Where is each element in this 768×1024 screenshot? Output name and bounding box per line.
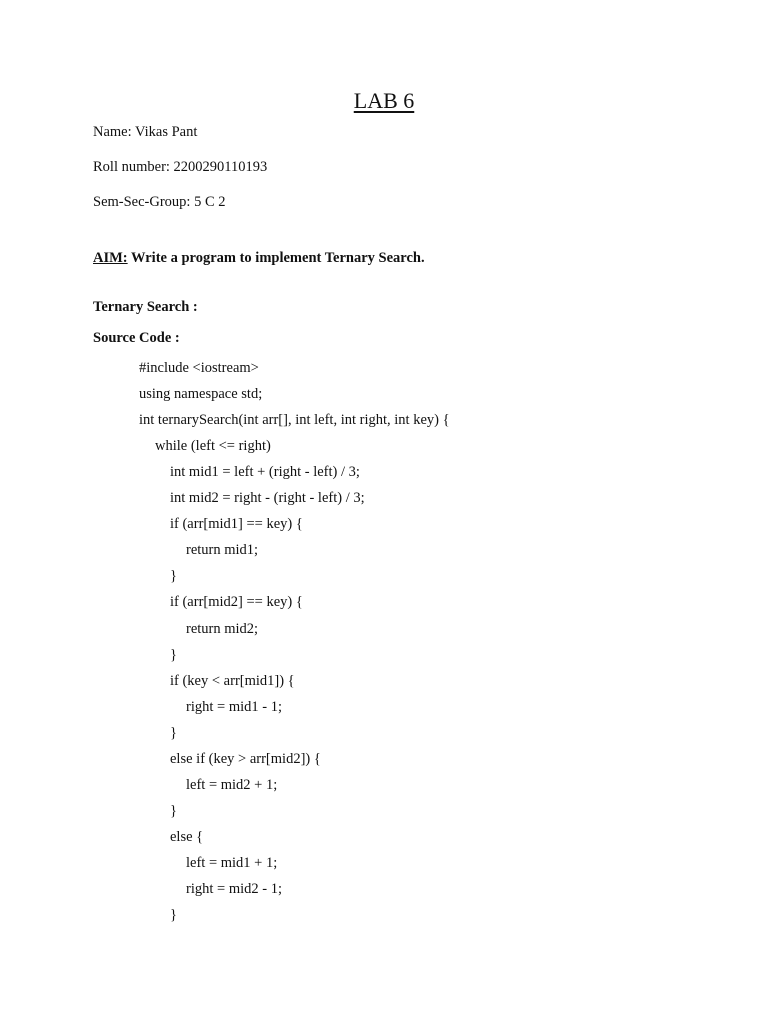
code-line: if (key < arr[mid1]) { xyxy=(170,673,295,689)
code-line: using namespace std; xyxy=(139,386,263,402)
aim-statement xyxy=(93,248,425,268)
code-line: int mid2 = right - (right - left) / 3; xyxy=(170,490,365,506)
code-line: while (left <= right) xyxy=(155,438,271,454)
code-line: left = mid1 + 1; xyxy=(186,855,278,871)
code-line: } xyxy=(170,907,177,923)
sem-sec-group: Sem-Sec-Group: 5 C 2 xyxy=(93,194,226,210)
code-line: if (arr[mid2] == key) { xyxy=(170,594,303,610)
code-line: #include <iostream> xyxy=(139,360,259,376)
code-line: right = mid2 - 1; xyxy=(186,881,282,897)
code-line: int ternarySearch(int arr[], int left, int right, int key) { xyxy=(139,412,450,428)
page-title-text: LAB 6 xyxy=(353,88,415,113)
section-heading: Ternary Search : xyxy=(93,299,198,315)
code-line: left = mid2 + 1; xyxy=(186,777,278,793)
code-line: } xyxy=(170,568,177,584)
code-line: else if (key > arr[mid2]) { xyxy=(170,751,321,767)
code-line: else { xyxy=(170,829,204,845)
code-line: right = mid1 - 1; xyxy=(186,699,282,715)
roll-number: Roll number: 2200290110193 xyxy=(93,159,268,175)
aim-label: AIM: xyxy=(93,250,128,266)
page-title xyxy=(0,86,768,116)
code-line: if (arr[mid1] == key) { xyxy=(170,516,303,532)
code-line: } xyxy=(170,725,177,741)
code-line: } xyxy=(170,647,177,663)
code-line: } xyxy=(170,803,177,819)
source-code-heading: Source Code : xyxy=(93,330,180,346)
code-line: return mid1; xyxy=(186,542,259,558)
aim-text: Write a program to implement Ternary Search. xyxy=(127,250,425,266)
student-name: Name: Vikas Pant xyxy=(93,124,198,140)
code-line: return mid2; xyxy=(186,621,259,637)
code-line: int mid1 = left + (right - left) / 3; xyxy=(170,464,360,480)
